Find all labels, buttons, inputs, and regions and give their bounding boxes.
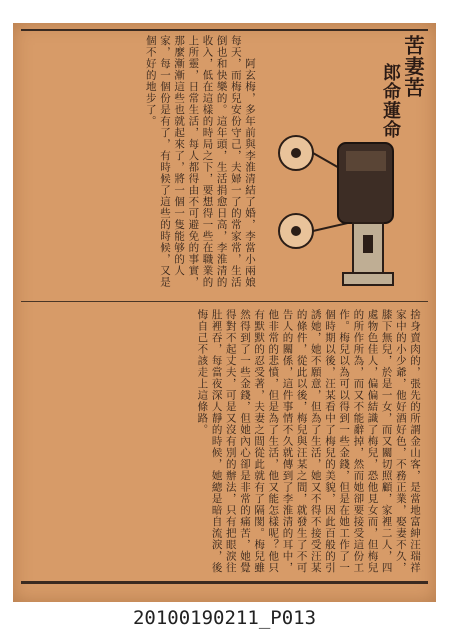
magazine-page xyxy=(13,23,436,602)
upper-article-text: 阿玄梅，多年前與李淮清結了婚，李當小兩娘每天，而梅兒安份守己，夫婦一了的常家常，生活倒也和快樂的。這年頭，生活捐愈日高，李淮清的收入，低在這樣的時局之下，要想得一些在職業的上所靈，日常生活，每人都得由不可避免的事實，那麼漸漸這些也就起來了，將一個一隻能够的人家，每一個份是有了，有時候了這些的時候，又是個不好的地步了。 xyxy=(144,35,256,288)
film-projector-illustration xyxy=(268,113,403,293)
section-divider xyxy=(21,301,428,302)
page-subtitle: 郎命蓮命 xyxy=(380,63,401,139)
page-title: 苦妻苦 xyxy=(401,35,425,98)
bottom-rule xyxy=(21,581,428,584)
top-rule xyxy=(21,29,428,31)
lower-article-text: 捨身賣肉的，張先的所謂金山客，是當地富紳汪瑞祥家中的小少爺，他好酒好色，不務正業，娶妻不久，膝下無兒，於是一女，而又關切照顧，家裡二人，四處物色佳人，偏偏結識了梅兒，恐他見女而，但梅兒的所作所為，而又不能辭掉，然而她卻要接受這份工作。梅兒以為可以得到一些金錢，但是在她工作了一個時期以後，汪某看中了梅兒的美貌，因此百般的引誘她，她不願意，但為了生活，她又不得不接受汪某的條件，從此以後，梅兒與汪某之間，就發生了不可告人的關係，這件事情不久就傳到了李淮清的耳中，他非常的悲憤，但是為了生活，他又能怎樣呢？他只有默默的忍受著，夫妻之間從此就有了隔閡。梅兒雖然得到了一些金錢，但她內心卻是非常的痛苦，她覺得對不起丈夫，可是又沒有別的辦法，只有把眼淚往肚裡吞，每當夜深人靜的時候，她總是暗自流淚，後悔自己不該走上這條路。 xyxy=(196,309,421,574)
archive-caption: 20100190211_P013 xyxy=(132,607,317,629)
